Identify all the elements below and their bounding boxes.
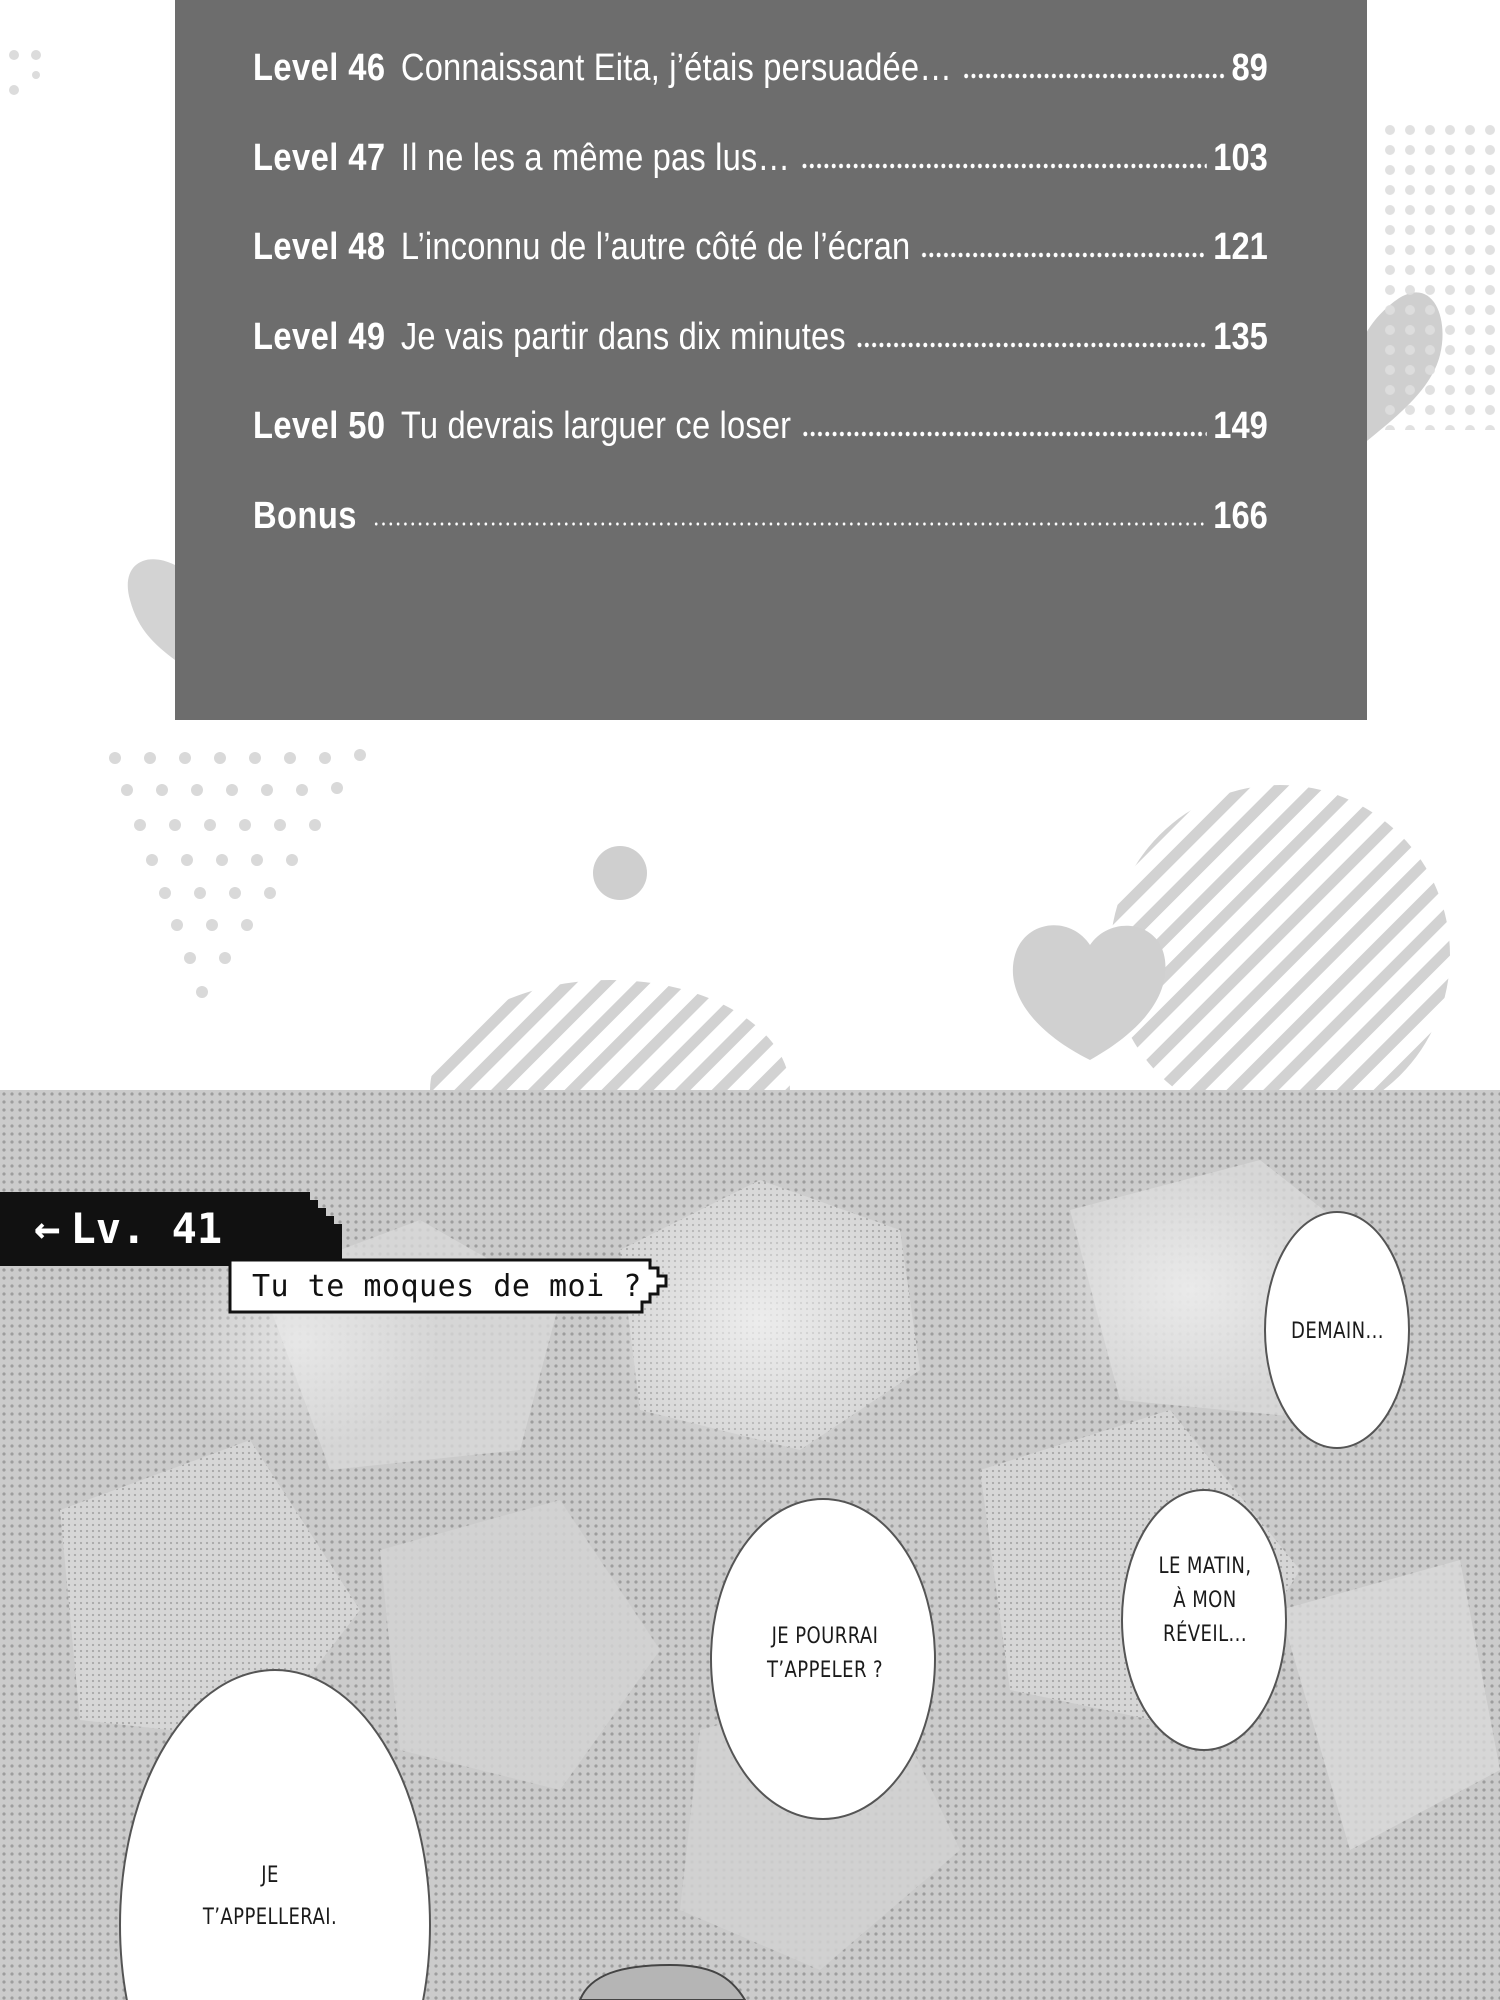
bubble-line: JE POURRAI bbox=[771, 1624, 879, 1649]
toc-leader-dots bbox=[856, 342, 1206, 348]
toc-leader-dots bbox=[921, 252, 1207, 258]
toc-page-number: 89 bbox=[1231, 46, 1268, 89]
dot-cluster-top-left bbox=[9, 50, 41, 95]
toc-leader-dots bbox=[802, 431, 1207, 437]
arrow-left-icon: ← bbox=[34, 1203, 61, 1254]
toc-leader-dots bbox=[372, 521, 1206, 527]
striped-semicircle bbox=[430, 980, 790, 1090]
toc-title: L’inconnu de l’autre côté de l’écran bbox=[400, 225, 911, 268]
bubble-line: LE MATIN, bbox=[1158, 1554, 1252, 1579]
toc-page-number: 149 bbox=[1213, 404, 1268, 447]
toc-leader-dots bbox=[801, 163, 1207, 169]
chapter-number: Lv. 41 bbox=[70, 1204, 223, 1253]
toc-level: Level 49 bbox=[253, 315, 386, 358]
bubble-line: T’APPELER ? bbox=[766, 1658, 884, 1683]
toc-entry bbox=[253, 217, 1268, 277]
toc-page-number: 121 bbox=[1213, 225, 1268, 268]
toc-entry bbox=[253, 396, 1268, 456]
bubble-text-pourrai bbox=[751, 1620, 899, 1688]
toc-level: Level 47 bbox=[253, 136, 386, 179]
small-circle bbox=[593, 846, 647, 900]
toc-page-number: 135 bbox=[1213, 315, 1268, 358]
bubble-line: JE bbox=[261, 1863, 279, 1888]
toc-level: Level 46 bbox=[253, 46, 386, 89]
dotted-triangle bbox=[109, 749, 366, 998]
toc-bonus-entry bbox=[253, 486, 1268, 546]
toc-level: Level 48 bbox=[253, 225, 386, 268]
toc-entry bbox=[253, 38, 1268, 98]
bubble-line: À MON bbox=[1173, 1588, 1237, 1613]
toc-title: Tu devrais larguer ce loser bbox=[400, 404, 792, 447]
toc-entry bbox=[253, 128, 1268, 188]
table-of-contents bbox=[175, 0, 1367, 720]
toc-entry bbox=[253, 307, 1268, 367]
chapter-subtitle: Tu te moques de moi ? bbox=[252, 1269, 642, 1304]
toc-bonus-label: Bonus bbox=[253, 494, 357, 537]
toc-page-number: 103 bbox=[1213, 136, 1268, 179]
toc-title: Je vais partir dans dix minutes bbox=[400, 315, 846, 358]
striped-circle-right bbox=[1110, 785, 1450, 1090]
bubble-text-matin bbox=[1144, 1550, 1267, 1652]
bubble-line: RÉVEIL... bbox=[1163, 1622, 1247, 1647]
toc-title: Il ne les a même pas lus… bbox=[400, 136, 791, 179]
dots-right-top bbox=[1380, 120, 1500, 430]
bubble-text-appellerai bbox=[188, 1855, 352, 1939]
toc-leader-dots bbox=[962, 73, 1224, 79]
bubble-line: T’APPELLERAI. bbox=[202, 1905, 338, 1930]
toc-page-number: 166 bbox=[1213, 494, 1268, 537]
heart-left bbox=[128, 559, 175, 660]
chapter-label bbox=[34, 1198, 222, 1260]
bubble-text-demain: DEMAIN... bbox=[1291, 1319, 1384, 1344]
toc-title: Connaissant Eita, j’étais persuadée… bbox=[400, 46, 953, 89]
toc-level: Level 50 bbox=[253, 404, 386, 447]
